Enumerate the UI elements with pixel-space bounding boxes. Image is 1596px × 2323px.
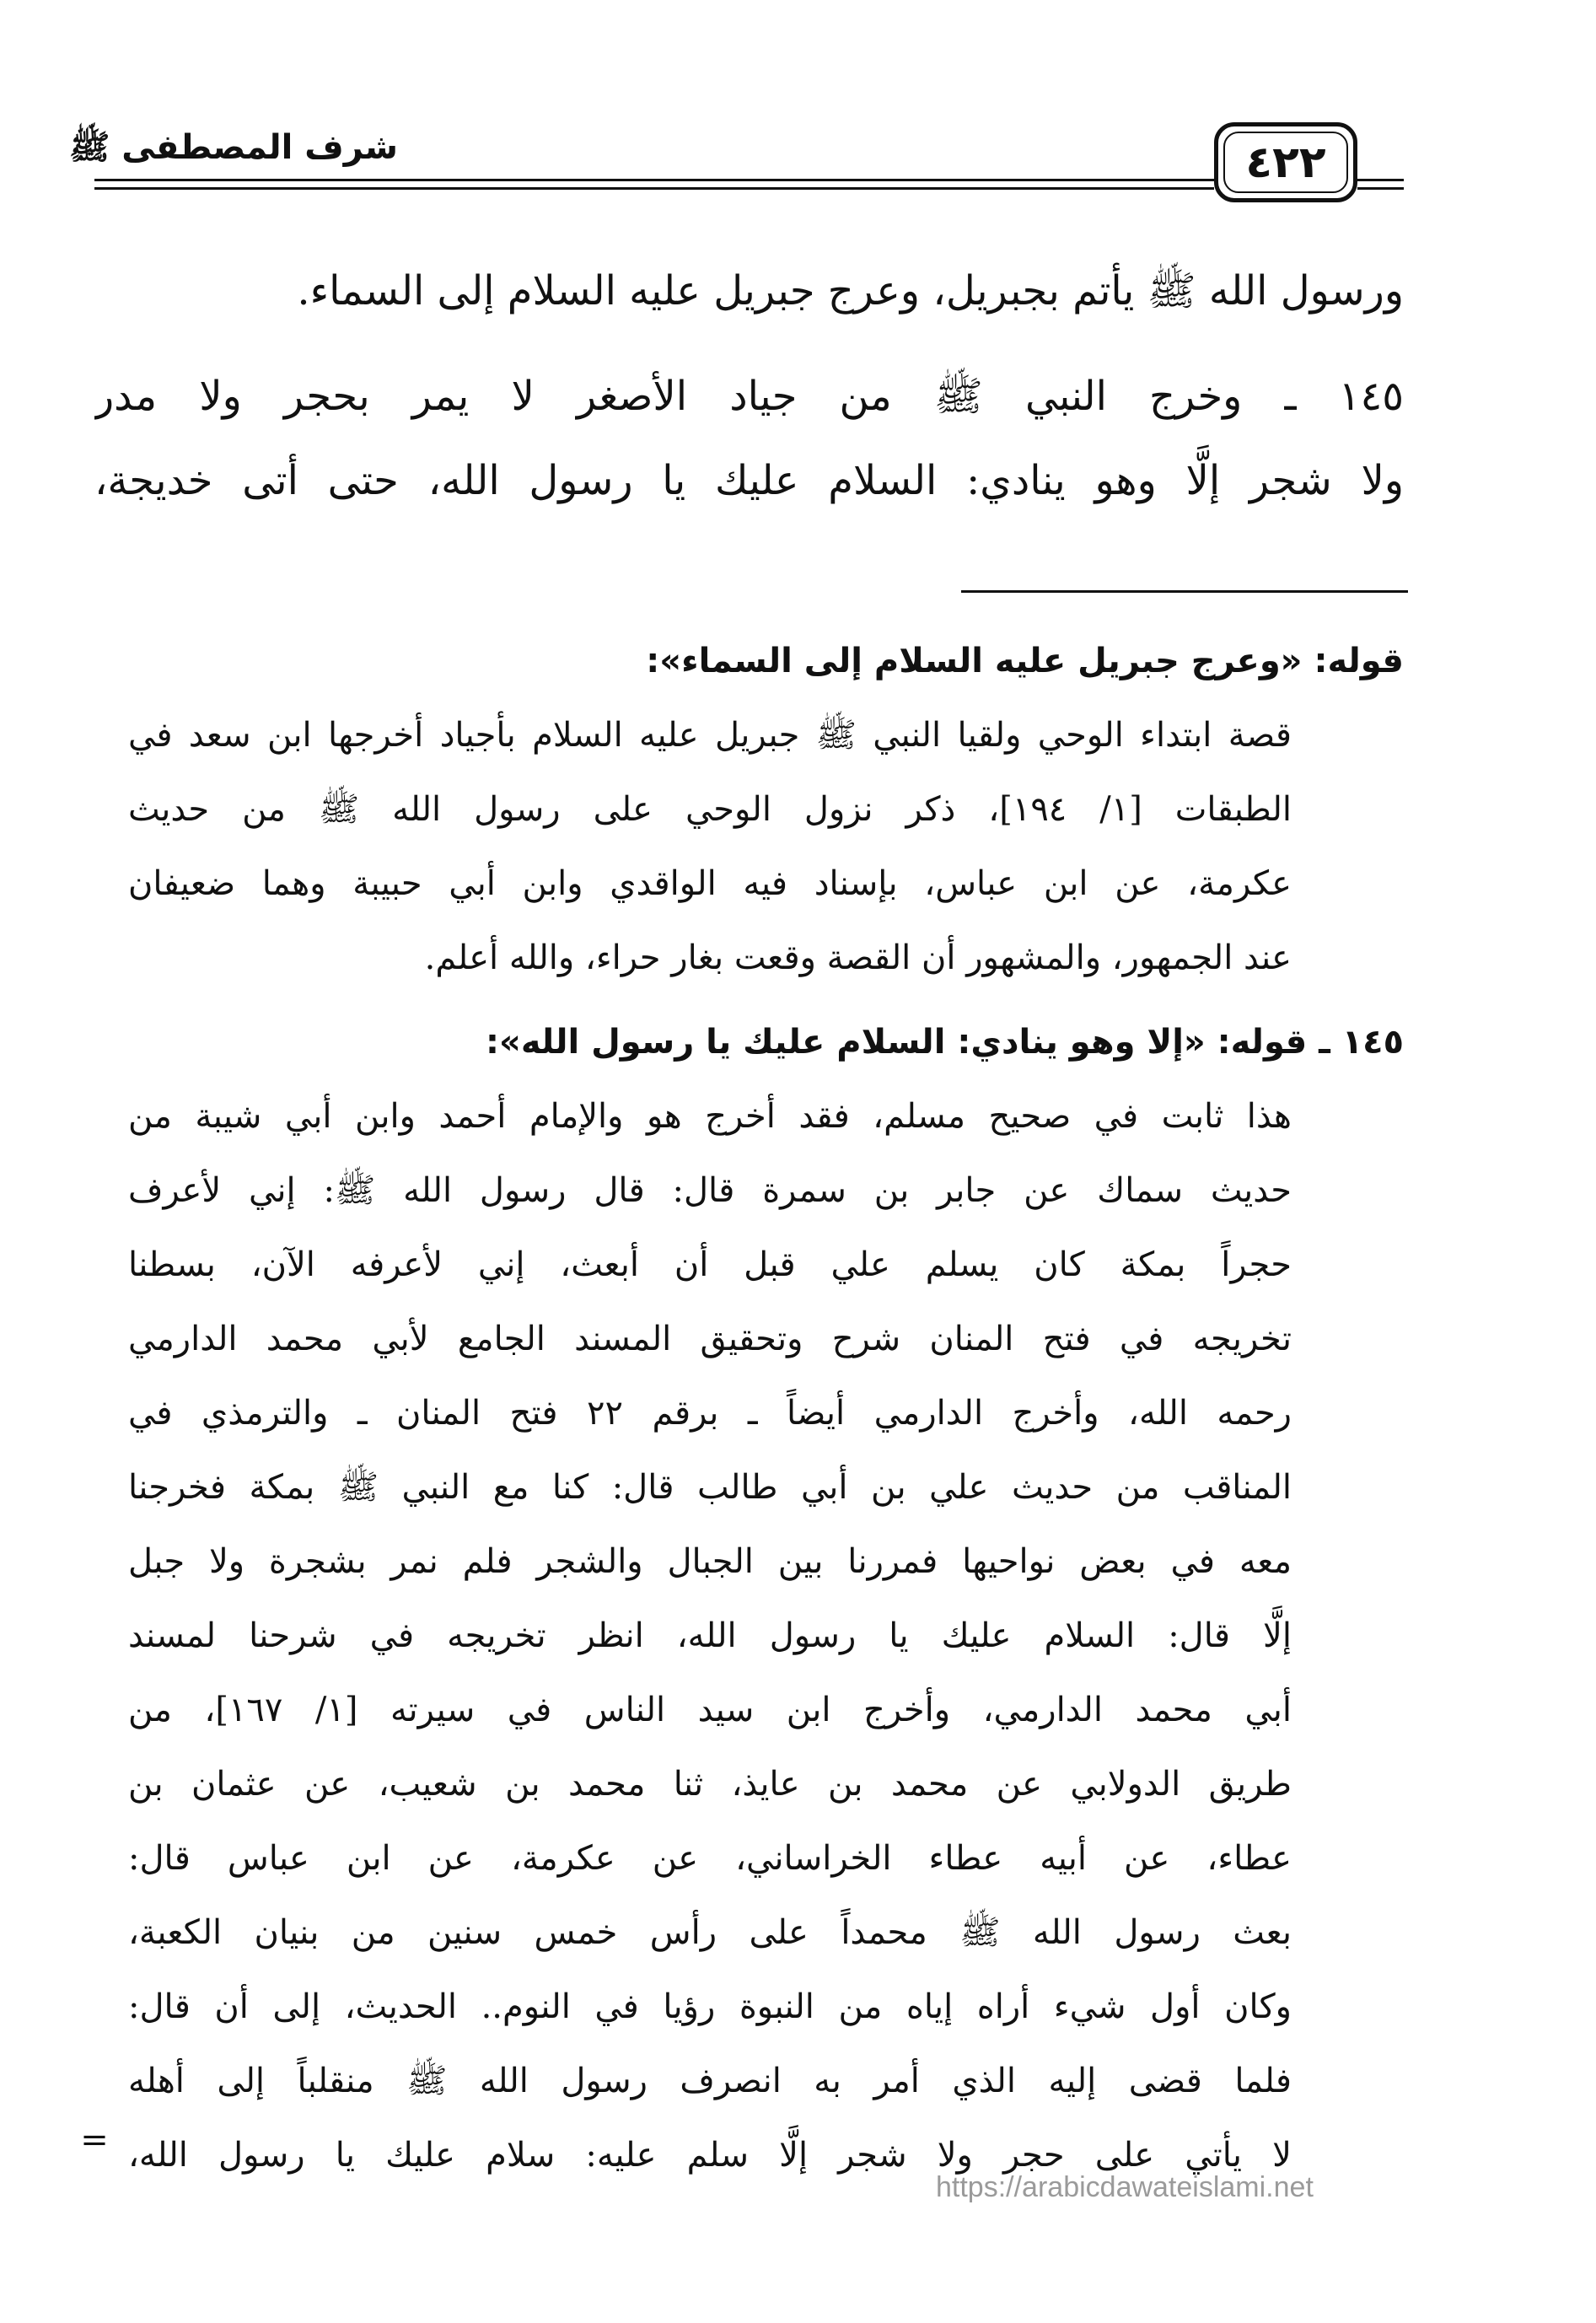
- footnote-2-line-6: المناقب من حديث علي بن أبي طالب قال: كنا مع النبي ﷺ بمكة فخرجنا: [128, 1468, 1292, 1507]
- footnote-2-line-8: إلَّا قال: السلام عليك يا رسول الله، انظر تخريجه في شرحنا لمسند: [128, 1616, 1292, 1655]
- continuation-mark: =: [80, 2121, 109, 2159]
- footnote-separator: [961, 590, 1408, 593]
- footnote-2-line-1: هذا ثابت في صحيح مسلم، فقد أخرج هو والإمام أحمد وابن أبي شيبة من: [128, 1097, 1292, 1136]
- footnote-2-line-10: طريق الدولابي عن محمد بن عايذ، ثنا محمد بن شعيب، عن عثمان بن: [128, 1765, 1292, 1804]
- footnote-2-line-15: لا يأتي على حجر ولا شجر إلَّا سلم عليه: سلام عليك يا رسول الله،: [128, 2136, 1292, 2175]
- main-line-3: ولا شجر إلَّا وهو ينادي: السلام عليك يا رسول الله، حتى أتى خديجة،: [94, 457, 1404, 504]
- footnote-1-line-2: الطبقات [١/ ١٩٤]، ذكر نزول الوحي على رسول الله ﷺ من حديث: [128, 790, 1292, 829]
- header-rule-right-top: [1357, 179, 1404, 181]
- footnote-1-heading: قوله: «وعرج جبريل عليه السلام إلى السماء»:: [646, 642, 1404, 680]
- footnote-1-line-4: عند الجمهور، والمشهور أن القصة وقعت بغار حراء، والله أعلم.: [424, 938, 1292, 977]
- footnote-2-line-5: رحمه الله، وأخرج الدارمي أيضاً ـ برقم ٢٢ فتح المنان ـ والترمذي في: [128, 1394, 1292, 1433]
- header-rule-right-bottom: [1357, 187, 1404, 190]
- watermark-url: https://arabicdawateislami.net: [936, 2171, 1314, 2203]
- page-number-frame: [1214, 122, 1357, 202]
- footnote-2-line-4: تخريجه في فتح المنان شرح وتحقيق المسند الجامع لأبي محمد الدارمي: [128, 1320, 1292, 1358]
- running-header-title: شرف المصطفى ﷺ: [68, 128, 398, 167]
- footnote-2-line-12: بعث رسول الله ﷺ محمداً على رأس خمس سنين من بنيان الكعبة،: [128, 1913, 1292, 1952]
- footnote-1-line-1: قصة ابتداء الوحي ولقيا النبي ﷺ جبريل عليه السلام بأجياد أخرجها ابن سعد في: [128, 716, 1292, 755]
- footnote-2-line-13: وكان أول شيء أراه إياه من النبوة رؤيا في النوم.. الحديث، إلى أن قال:: [128, 1987, 1292, 2026]
- footnote-2-line-3: حجراً بمكة كان يسلم علي قبل أن أبعث، إني لأعرفه الآن، بسطنا: [128, 1245, 1292, 1284]
- header-rule-left-top: [94, 179, 1214, 181]
- footnote-2-line-9: أبي محمد الدارمي، وأخرج ابن سيد الناس في سيرته [١/ ١٦٧]، من: [128, 1691, 1292, 1729]
- footnote-2-line-14: فلما قضى إليه الذي أمر به انصرف رسول الله ﷺ منقلباً إلى أهله: [128, 2062, 1292, 2100]
- footnote-2-heading: ١٤٥ ـ قوله: «إلا وهو ينادي: السلام عليك يا رسول الله»:: [486, 1023, 1404, 1062]
- footnote-2-line-11: عطاء، عن أبيه عطاء الخراساني، عن عكرمة، عن ابن عباس قال:: [128, 1839, 1292, 1878]
- main-line-1: ورسول الله ﷺ يأتم بجبريل، وعرج جبريل عليه السلام إلى السماء.: [297, 267, 1404, 315]
- main-line-2: ١٤٥ ـ وخرج النبي ﷺ من جياد الأصغر لا يمر بحجر ولا مدر: [94, 373, 1404, 420]
- header-rule-left-bottom: [94, 187, 1214, 190]
- footnote-1-line-3: عكرمة، عن ابن عباس، بإسناد فيه الواقدي وابن أبي حبيبة وهما ضعيفان: [128, 864, 1292, 903]
- footnote-2-line-7: معه في بعض نواحيها فمررنا بين الجبال والشجر فلم نمر بشجرة ولا جبل: [128, 1542, 1292, 1581]
- page-number: ٤٢٢: [1245, 137, 1326, 188]
- footnote-2-line-2: حديث سماك عن جابر بن سمرة قال: قال رسول الله ﷺ: إني لأعرف: [128, 1171, 1292, 1210]
